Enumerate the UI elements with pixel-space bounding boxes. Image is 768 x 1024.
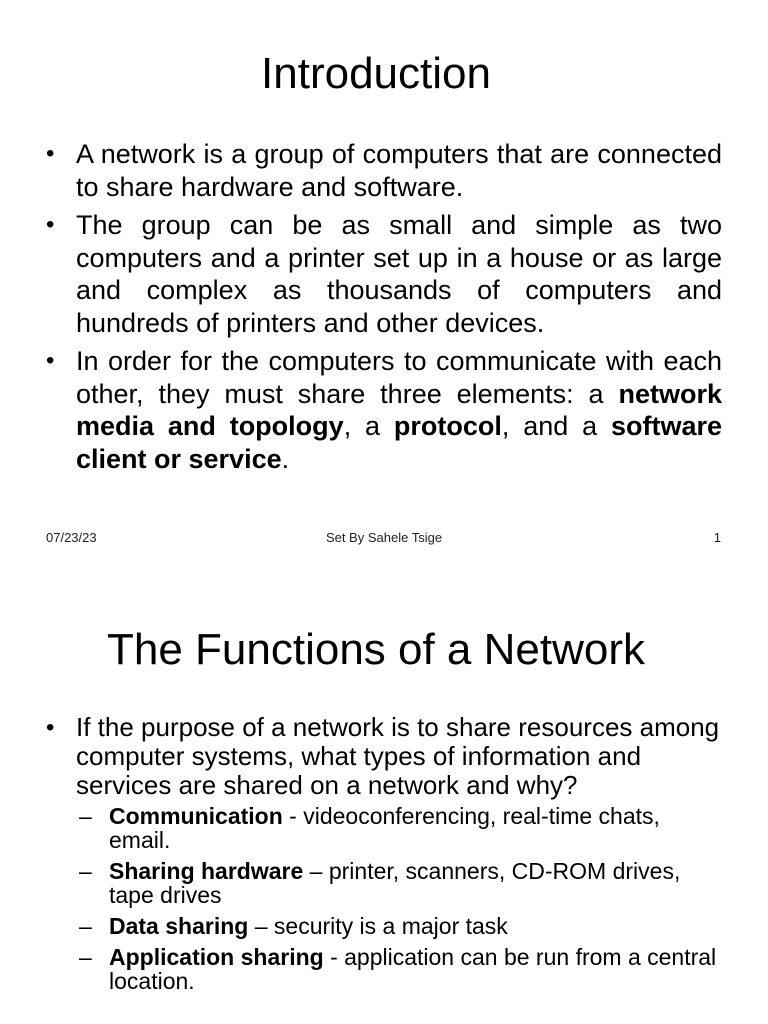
bullet-text-part: . bbox=[281, 443, 290, 474]
bullet-item bbox=[46, 209, 722, 339]
bullet-text: If the purpose of a network is to share resources among computer systems, what types of information and services are shared on a network and why? bbox=[76, 712, 720, 800]
bullet-list bbox=[46, 713, 722, 1000]
bullet-list bbox=[46, 138, 722, 481]
bullet-item bbox=[46, 345, 722, 475]
bullet-text bbox=[76, 346, 722, 474]
bullet-text-part: In order for the computers to communicate with each other, they must share three elements: a bbox=[76, 346, 722, 409]
dash-icon: – bbox=[79, 858, 92, 884]
bold-term: network media and topology bbox=[76, 378, 722, 441]
bullet-dot-icon: • bbox=[46, 140, 55, 167]
slide-functions-of-network bbox=[0, 576, 768, 1024]
bullet-text: The group can be as small and simple as two computers and a printer set up in a house or as large and complex as thousands of computers and hundreds of printers and other devices. bbox=[76, 210, 722, 338]
slide-title: The Functions of a Network bbox=[106, 625, 645, 674]
bullet-item bbox=[46, 713, 722, 993]
sub-bullet-text: – printer, scanners, CD-ROM drives, tape drives bbox=[109, 858, 681, 908]
dash-icon: – bbox=[79, 803, 92, 829]
dash-icon: – bbox=[79, 944, 92, 970]
bold-term: software client or service bbox=[76, 411, 722, 474]
bold-term: Sharing hardware bbox=[109, 858, 304, 884]
bullet-text: A network is a group of computers that are connected to share hardware and software. bbox=[76, 139, 722, 202]
bullet-item bbox=[46, 138, 722, 203]
bullet-dot-icon: • bbox=[46, 347, 55, 374]
bullet-dot-icon: • bbox=[46, 211, 55, 238]
sub-bullet-item bbox=[76, 859, 722, 907]
bold-term: Application sharing bbox=[109, 944, 324, 970]
footer-date: 07/23/23 bbox=[46, 530, 97, 545]
bullet-text-part: , a bbox=[343, 411, 394, 441]
sub-bullet-item bbox=[76, 804, 722, 852]
dash-icon: – bbox=[79, 913, 92, 939]
bold-term: Data sharing bbox=[109, 913, 249, 939]
bold-term: Communication bbox=[109, 803, 283, 829]
footer-author: Set By Sahele Tsige bbox=[325, 530, 443, 545]
sub-bullet-list bbox=[76, 804, 722, 993]
bullet-text-part: , and a bbox=[501, 411, 611, 441]
sub-bullet-text: - videoconferencing, real-time chats, email. bbox=[109, 803, 660, 853]
sub-bullet-text: – security is a major task bbox=[248, 913, 508, 939]
slide-title: Introduction bbox=[261, 49, 491, 98]
sub-bullet-text: - application can be run from a central location. bbox=[109, 944, 717, 994]
footer-page-number: 1 bbox=[713, 530, 721, 545]
bullet-dot-icon: • bbox=[46, 714, 55, 741]
sub-bullet-item bbox=[76, 914, 722, 938]
bold-term: protocol bbox=[393, 411, 502, 441]
sub-bullet-item bbox=[76, 945, 722, 993]
